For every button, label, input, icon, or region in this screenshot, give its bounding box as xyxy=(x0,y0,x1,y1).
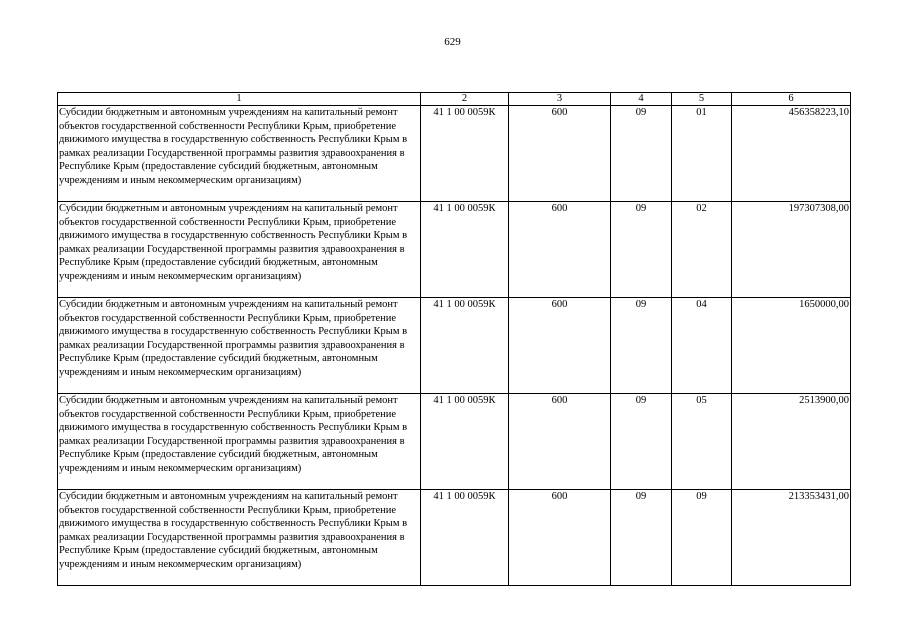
table-row xyxy=(58,490,851,586)
row-expense-type: 600 xyxy=(509,298,611,394)
row-section: 09 xyxy=(611,394,672,490)
row-expense-type: 600 xyxy=(509,202,611,298)
budget-table xyxy=(57,92,851,586)
row-subsection: 04 xyxy=(672,298,732,394)
row-name: Субсидии бюджетным и автономным учреждениям на капитальный ремонт объектов государственной собственности Республики Крым, приобретение движимого имущества в государственную собственность Республики Крым в рамках реализации Государственной программы развития здравоохранения в Республике Крым (предоставление субсидий бюджетным, автономным учреждениям и иным некоммерческим организациям) xyxy=(58,490,421,586)
row-target-code: 41 1 00 0059К xyxy=(421,394,509,490)
row-target-code: 41 1 00 0059К xyxy=(421,202,509,298)
row-amount: 197307308,00 xyxy=(732,202,851,298)
row-target-code: 41 1 00 0059К xyxy=(421,298,509,394)
row-target-code: 41 1 00 0059К xyxy=(421,490,509,586)
header-col-1: 1 xyxy=(58,93,421,106)
table-row xyxy=(58,106,851,202)
table-row xyxy=(58,202,851,298)
row-name: Субсидии бюджетным и автономным учреждениям на капитальный ремонт объектов государственной собственности Республики Крым, приобретение движимого имущества в государственную собственность Республики Крым в рамках реализации Государственной программы развития здравоохранения в Республике Крым (предоставление субсидий бюджетным, автономным учреждениям и иным некоммерческим организациям) xyxy=(58,106,421,202)
header-col-5: 5 xyxy=(672,93,732,106)
row-amount: 456358223,10 xyxy=(732,106,851,202)
row-subsection: 09 xyxy=(672,490,732,586)
header-col-2: 2 xyxy=(421,93,509,106)
row-section: 09 xyxy=(611,202,672,298)
row-section: 09 xyxy=(611,298,672,394)
table-row xyxy=(58,298,851,394)
table-row xyxy=(58,394,851,490)
page-number: 629 xyxy=(444,36,461,48)
row-expense-type: 600 xyxy=(509,106,611,202)
row-subsection: 02 xyxy=(672,202,732,298)
header-col-4: 4 xyxy=(611,93,672,106)
row-expense-type: 600 xyxy=(509,490,611,586)
row-name: Субсидии бюджетным и автономным учреждениям на капитальный ремонт объектов государственной собственности Республики Крым, приобретение движимого имущества в государственную собственность Республики Крым в рамках реализации Государственной программы развития здравоохранения в Республике Крым (предоставление субсидий бюджетным, автономным учреждениям и иным некоммерческим организациям) xyxy=(58,202,421,298)
row-amount: 1650000,00 xyxy=(732,298,851,394)
row-subsection: 01 xyxy=(672,106,732,202)
row-expense-type: 600 xyxy=(509,394,611,490)
row-section: 09 xyxy=(611,490,672,586)
header-col-6: 6 xyxy=(732,93,851,106)
row-section: 09 xyxy=(611,106,672,202)
row-amount: 213353431,00 xyxy=(732,490,851,586)
row-name: Субсидии бюджетным и автономным учреждениям на капитальный ремонт объектов государственной собственности Республики Крым, приобретение движимого имущества в государственную собственность Республики Крым в рамках реализации Государственной программы развития здравоохранения в Республике Крым (предоставление субсидий бюджетным, автономным учреждениям и иным некоммерческим организациям) xyxy=(58,394,421,490)
table-header-row xyxy=(58,93,851,106)
row-subsection: 05 xyxy=(672,394,732,490)
row-target-code: 41 1 00 0059К xyxy=(421,106,509,202)
row-amount: 2513900,00 xyxy=(732,394,851,490)
row-name: Субсидии бюджетным и автономным учреждениям на капитальный ремонт объектов государственной собственности Республики Крым, приобретение движимого имущества в государственную собственность Республики Крым в рамках реализации Государственной программы развития здравоохранения в Республике Крым (предоставление субсидий бюджетным, автономным учреждениям и иным некоммерческим организациям) xyxy=(58,298,421,394)
header-col-3: 3 xyxy=(509,93,611,106)
